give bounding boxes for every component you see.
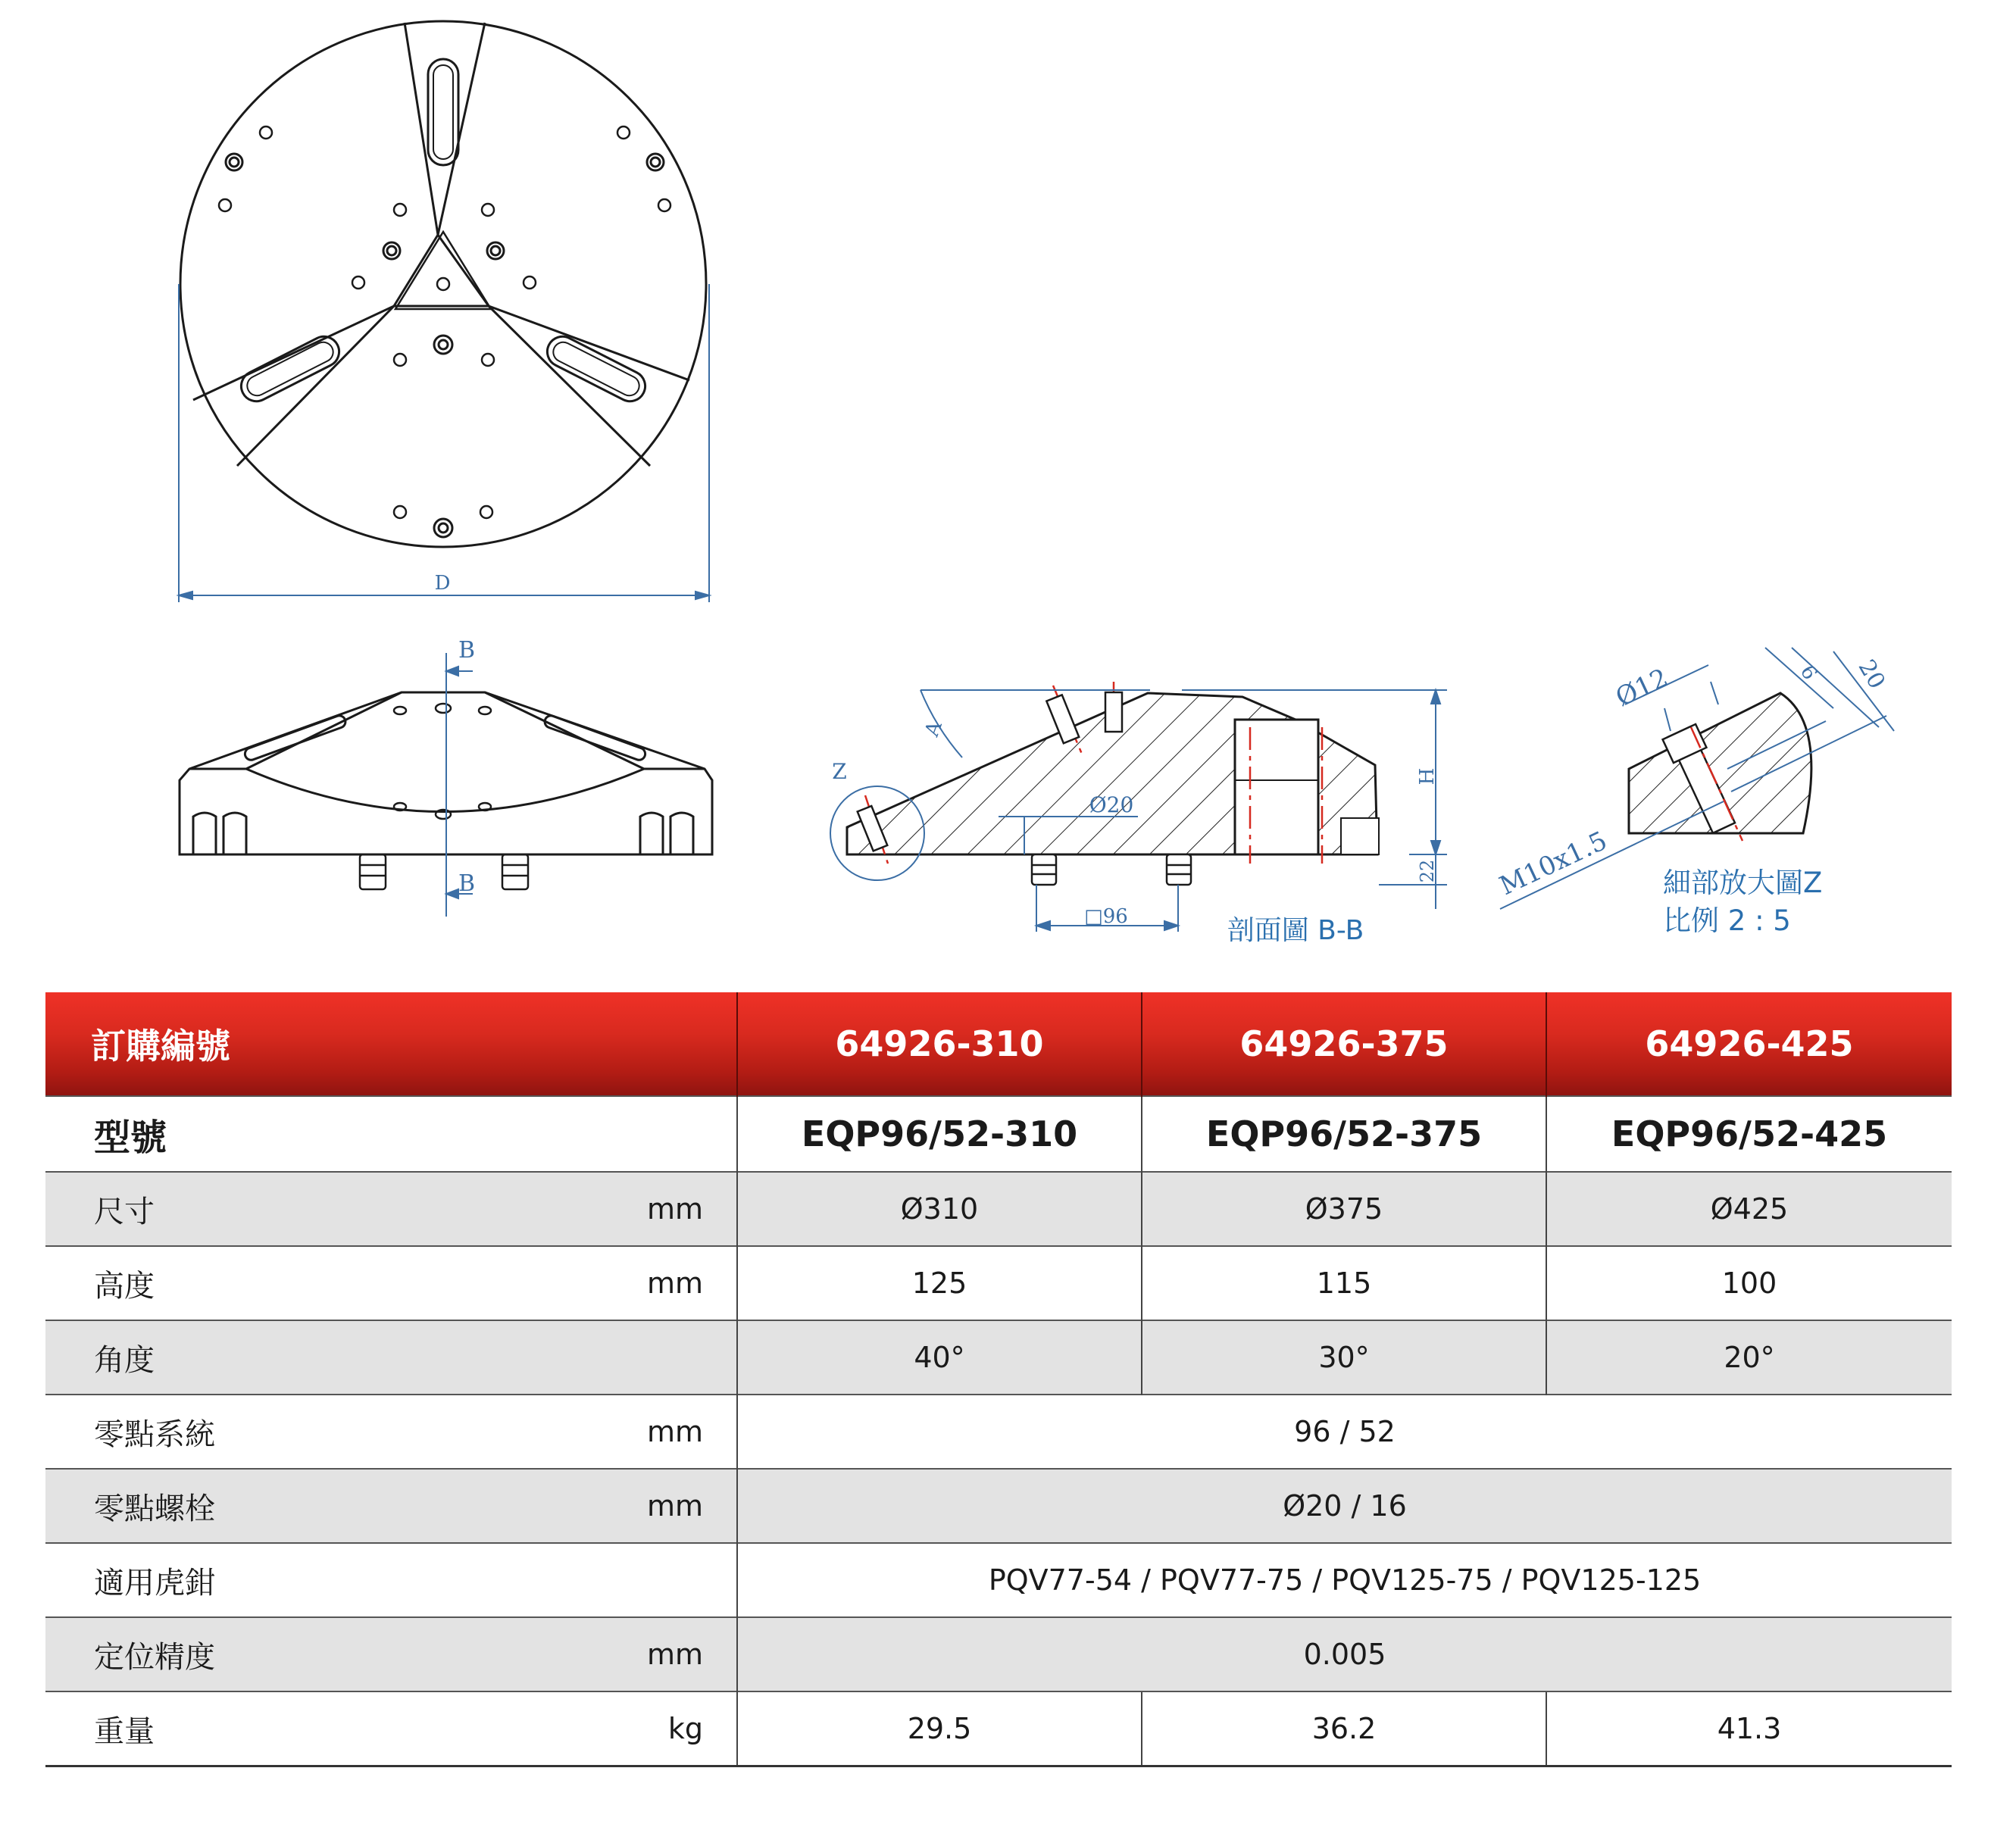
section-title: 剖面圖 B-B: [1227, 915, 1364, 946]
row-unit: mm: [646, 1489, 703, 1523]
model-label: 型號: [94, 1116, 167, 1159]
table-row-zero-point-system: [45, 1395, 1952, 1469]
table-row-weight: [45, 1691, 1952, 1766]
row-label: 零點螺栓: [94, 1491, 215, 1526]
model-name: EQP96/52-310: [737, 1096, 1142, 1172]
row-label: 重量: [94, 1713, 155, 1749]
table-row-zero-point-bolt: [45, 1469, 1952, 1543]
angle-label: A: [920, 718, 947, 740]
diameter-label: D: [434, 572, 451, 595]
order-number: 64926-425: [1546, 992, 1952, 1096]
square-label: □96: [1084, 905, 1128, 928]
row-label: 高度: [94, 1268, 155, 1304]
cell-value: Ø425: [1546, 1172, 1952, 1246]
row-label: 定位精度: [94, 1639, 215, 1675]
table-row-height: [45, 1246, 1952, 1320]
model-row: [45, 1096, 1952, 1172]
front-view: [180, 653, 712, 917]
table-row-size: [45, 1172, 1952, 1246]
cell-value: 125: [737, 1246, 1142, 1320]
section-mark-top: B: [458, 637, 476, 664]
cell-value: 29.5: [737, 1691, 1142, 1766]
model-name: EQP96/52-425: [1546, 1096, 1952, 1172]
section-view: [830, 682, 1447, 932]
detail-depth-large-label: 20: [1852, 654, 1890, 694]
detail-mark-label: Z: [832, 759, 847, 784]
cell-value: Ø310: [737, 1172, 1142, 1246]
cell-value: 40°: [737, 1320, 1142, 1395]
order-number: 64926-310: [737, 992, 1142, 1096]
bolt-diameter-label: Ø20: [1089, 792, 1134, 817]
table-header: [45, 992, 1952, 1096]
top-view: [179, 21, 709, 602]
row-unit: mm: [646, 1192, 703, 1226]
row-label: 尺寸: [94, 1194, 155, 1229]
cell-value: 0.005: [737, 1617, 1952, 1691]
cell-value: 115: [1142, 1246, 1546, 1320]
cell-value: 41.3: [1546, 1691, 1952, 1766]
row-label: 適用虎鉗: [94, 1565, 215, 1601]
section-mark-bottom: B: [458, 870, 476, 897]
row-unit: kg: [667, 1712, 703, 1745]
cell-value: 30°: [1142, 1320, 1546, 1395]
order-number: 64926-375: [1142, 992, 1546, 1096]
cell-value: 36.2: [1142, 1691, 1546, 1766]
row-unit: mm: [646, 1267, 703, 1300]
row-label: 角度: [94, 1342, 155, 1378]
cell-value: Ø375: [1142, 1172, 1546, 1246]
cell-value: PQV77-54 / PQV77-75 / PQV125-75 / PQV125-125: [737, 1543, 1952, 1617]
detail-diameter-label: Ø12: [1611, 662, 1674, 714]
detail-title-line1: 細部放大圖Z: [1663, 867, 1823, 899]
cell-value: Ø20 / 16: [737, 1469, 1952, 1543]
detail-depth-small-label: 6: [1795, 661, 1822, 684]
height-label: H: [1416, 767, 1439, 786]
model-name: EQP96/52-375: [1142, 1096, 1546, 1172]
row-label: 零點系統: [94, 1417, 215, 1452]
thread-label: M10x1.5: [1495, 825, 1612, 902]
table-row-accuracy: [45, 1617, 1952, 1691]
row-unit: mm: [646, 1415, 703, 1448]
order-number-label: 訂購編號: [45, 992, 737, 1096]
base-height-label: 22: [1417, 859, 1438, 883]
table-row-vise: [45, 1543, 1952, 1617]
cell-value: 96 / 52: [737, 1395, 1952, 1469]
model-label-cell: [45, 1096, 737, 1172]
cell-value: 100: [1546, 1246, 1952, 1320]
cell-value: 20°: [1546, 1320, 1952, 1395]
table-row-angle: [45, 1320, 1952, 1395]
spec-table: [45, 992, 1952, 1767]
detail-title-line2: 比例 2 : 5: [1663, 904, 1791, 937]
row-unit: mm: [646, 1638, 703, 1671]
